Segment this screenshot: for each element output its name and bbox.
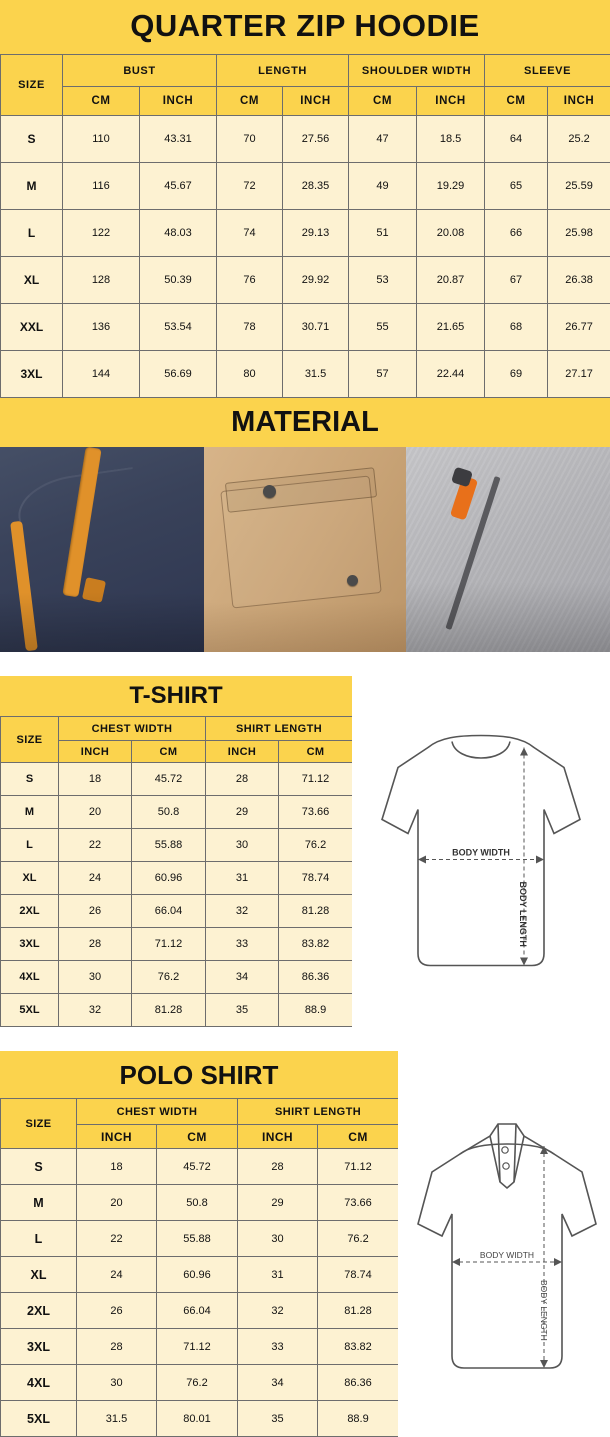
cell-size: XL xyxy=(1,862,59,895)
hoodie-header-row xyxy=(1,55,610,87)
cell-value: 73.66 xyxy=(318,1185,399,1221)
polo-header-shirt-length: SHIRT LENGTH xyxy=(238,1099,399,1125)
cell-value: 22 xyxy=(77,1221,157,1257)
cell-value: 78.74 xyxy=(279,862,353,895)
cell-value: 83.82 xyxy=(318,1329,399,1365)
cell-size: 3XL xyxy=(1,351,63,398)
cell-size: 2XL xyxy=(1,895,59,928)
cell-value: 76.2 xyxy=(132,961,206,994)
hoodie-subheader-length-cm: CM xyxy=(217,87,283,116)
table-row xyxy=(1,163,610,210)
cell-value: 20.08 xyxy=(417,210,485,257)
cell-value: 50.39 xyxy=(140,257,217,304)
tshirt-section xyxy=(0,676,610,1027)
table-row xyxy=(1,257,610,304)
cell-size: XL xyxy=(1,1257,77,1293)
cell-value: 67 xyxy=(485,257,548,304)
tshirt-header-shirt-length: SHIRT LENGTH xyxy=(206,717,353,741)
hoodie-subheader-bust-inch: INCH xyxy=(140,87,217,116)
cell-value: 25.2 xyxy=(548,116,610,163)
cell-value: 31 xyxy=(238,1257,318,1293)
cell-value: 53.54 xyxy=(140,304,217,351)
table-row xyxy=(1,210,610,257)
cell-size: 4XL xyxy=(1,961,59,994)
polo-subheader-chest-inch: INCH xyxy=(77,1125,157,1149)
polo-title: POLO SHIRT xyxy=(0,1051,398,1098)
tshirt-subheader-chest-inch: INCH xyxy=(59,741,132,763)
cell-value: 51 xyxy=(349,210,417,257)
cell-size: 5XL xyxy=(1,1401,77,1437)
polo-size-table xyxy=(0,1098,399,1437)
table-row xyxy=(1,1401,399,1437)
tshirt-header-size: SIZE xyxy=(1,717,59,763)
cell-size: M xyxy=(1,163,63,210)
cell-value: 18 xyxy=(77,1149,157,1185)
cell-value: 31.5 xyxy=(283,351,349,398)
material-title: MATERIAL xyxy=(0,400,610,447)
cell-size: M xyxy=(1,796,59,829)
hoodie-subheader-shoulder-cm: CM xyxy=(349,87,417,116)
table-row xyxy=(1,928,353,961)
table-row xyxy=(1,961,353,994)
cell-value: 64 xyxy=(485,116,548,163)
tshirt-subheader-length-cm: CM xyxy=(279,741,353,763)
cell-value: 80 xyxy=(217,351,283,398)
cell-value: 48.03 xyxy=(140,210,217,257)
cell-value: 55 xyxy=(349,304,417,351)
hoodie-header-length: LENGTH xyxy=(217,55,349,87)
cell-value: 49 xyxy=(349,163,417,210)
cell-value: 55.88 xyxy=(132,829,206,862)
hoodie-subheader-row xyxy=(1,87,610,116)
cell-value: 31 xyxy=(206,862,279,895)
cell-value: 76.2 xyxy=(279,829,353,862)
cell-value: 25.59 xyxy=(548,163,610,210)
cell-value: 50.8 xyxy=(132,796,206,829)
section-spacer xyxy=(0,652,610,676)
cell-value: 122 xyxy=(63,210,140,257)
cell-value: 68 xyxy=(485,304,548,351)
cell-value: 47 xyxy=(349,116,417,163)
cell-value: 71.12 xyxy=(279,763,353,796)
cell-value: 20.87 xyxy=(417,257,485,304)
cell-value: 70 xyxy=(217,116,283,163)
cell-value: 43.31 xyxy=(140,116,217,163)
table-row xyxy=(1,116,610,163)
tshirt-subheader-chest-cm: CM xyxy=(132,741,206,763)
cell-value: 72 xyxy=(217,163,283,210)
cell-value: 24 xyxy=(59,862,132,895)
cell-value: 71.12 xyxy=(157,1329,238,1365)
polo-subheader-chest-cm: CM xyxy=(157,1125,238,1149)
polo-body-width-label: BODY WIDTH xyxy=(480,1250,534,1260)
table-row xyxy=(1,1365,399,1401)
hoodie-subheader-length-inch: INCH xyxy=(283,87,349,116)
polo-body-length-label: BODY LENGTH xyxy=(539,1280,549,1341)
cell-value: 18.5 xyxy=(417,116,485,163)
tshirt-diagram-panel xyxy=(352,676,610,1027)
cell-size: 2XL xyxy=(1,1293,77,1329)
cell-value: 116 xyxy=(63,163,140,210)
hoodie-header-sleeve: SLEEVE xyxy=(485,55,610,87)
cell-value: 66.04 xyxy=(132,895,206,928)
polo-header-chest-width: CHEST WIDTH xyxy=(77,1099,238,1125)
cell-value: 26 xyxy=(59,895,132,928)
cell-value: 83.82 xyxy=(279,928,353,961)
cell-value: 29 xyxy=(206,796,279,829)
polo-table-panel xyxy=(0,1051,398,1437)
cell-value: 32 xyxy=(238,1293,318,1329)
cell-value: 35 xyxy=(238,1401,318,1437)
cell-value: 66.04 xyxy=(157,1293,238,1329)
cell-value: 86.36 xyxy=(279,961,353,994)
cell-value: 25.98 xyxy=(548,210,610,257)
cell-value: 71.12 xyxy=(318,1149,399,1185)
cell-size: L xyxy=(1,829,59,862)
cell-value: 27.17 xyxy=(548,351,610,398)
cell-value: 66 xyxy=(485,210,548,257)
table-row xyxy=(1,994,353,1027)
cell-size: S xyxy=(1,763,59,796)
table-row xyxy=(1,1149,399,1185)
cell-value: 76 xyxy=(217,257,283,304)
cell-value: 26.38 xyxy=(548,257,610,304)
cell-value: 20 xyxy=(77,1185,157,1221)
table-row xyxy=(1,351,610,398)
cell-value: 73.66 xyxy=(279,796,353,829)
hoodie-subheader-sleeve-cm: CM xyxy=(485,87,548,116)
table-row xyxy=(1,1257,399,1293)
table-row xyxy=(1,1293,399,1329)
cell-value: 110 xyxy=(63,116,140,163)
cell-value: 30 xyxy=(77,1365,157,1401)
cell-size: L xyxy=(1,1221,77,1257)
cell-value: 34 xyxy=(238,1365,318,1401)
cell-value: 128 xyxy=(63,257,140,304)
cell-value: 33 xyxy=(238,1329,318,1365)
table-row xyxy=(1,895,353,928)
cell-value: 27.56 xyxy=(283,116,349,163)
cell-value: 65 xyxy=(485,163,548,210)
section-spacer-2 xyxy=(0,1027,610,1051)
hoodie-size-table xyxy=(0,54,610,398)
polo-subheader-length-inch: INCH xyxy=(238,1125,318,1149)
cell-size: L xyxy=(1,210,63,257)
cell-value: 29 xyxy=(238,1185,318,1221)
cell-value: 26.77 xyxy=(548,304,610,351)
cell-value: 28 xyxy=(59,928,132,961)
hoodie-header-shoulder-width: SHOULDER WIDTH xyxy=(349,55,485,87)
cell-value: 86.36 xyxy=(318,1365,399,1401)
cell-value: 56.69 xyxy=(140,351,217,398)
cell-value: 32 xyxy=(59,994,132,1027)
table-row xyxy=(1,796,353,829)
cell-size: M xyxy=(1,1185,77,1221)
cell-value: 88.9 xyxy=(318,1401,399,1437)
cell-value: 69 xyxy=(485,351,548,398)
cell-value: 45.67 xyxy=(140,163,217,210)
cell-size: 3XL xyxy=(1,928,59,961)
cell-value: 136 xyxy=(63,304,140,351)
polo-section xyxy=(0,1051,610,1437)
cell-value: 29.13 xyxy=(283,210,349,257)
tshirt-body-length-label: BODY LENGTH xyxy=(518,882,528,947)
cell-value: 18 xyxy=(59,763,132,796)
tshirt-measurement-diagram xyxy=(352,676,610,1027)
cell-size: S xyxy=(1,116,63,163)
cell-value: 50.8 xyxy=(157,1185,238,1221)
tshirt-title: T-SHIRT xyxy=(0,676,352,716)
table-row xyxy=(1,862,353,895)
cell-value: 32 xyxy=(206,895,279,928)
tshirt-header-chest-width: CHEST WIDTH xyxy=(59,717,206,741)
table-row xyxy=(1,1329,399,1365)
cell-value: 24 xyxy=(77,1257,157,1293)
cell-value: 30.71 xyxy=(283,304,349,351)
cell-value: 55.88 xyxy=(157,1221,238,1257)
cell-value: 81.28 xyxy=(132,994,206,1027)
cell-value: 74 xyxy=(217,210,283,257)
cell-value: 81.28 xyxy=(279,895,353,928)
polo-subheader-length-cm: CM xyxy=(318,1125,399,1149)
cell-size: 4XL xyxy=(1,1365,77,1401)
tshirt-size-table xyxy=(0,716,353,1027)
grey-fabric-zipper-photo xyxy=(406,447,610,652)
cell-value: 76.2 xyxy=(157,1365,238,1401)
cell-value: 78.74 xyxy=(318,1257,399,1293)
cell-value: 22 xyxy=(59,829,132,862)
hoodie-subheader-bust-cm: CM xyxy=(63,87,140,116)
table-row xyxy=(1,304,610,351)
cell-value: 20 xyxy=(59,796,132,829)
cell-value: 26 xyxy=(77,1293,157,1329)
cell-value: 30 xyxy=(238,1221,318,1257)
cell-value: 57 xyxy=(349,351,417,398)
polo-diagram-panel xyxy=(398,1051,610,1437)
cell-size: S xyxy=(1,1149,77,1185)
table-row xyxy=(1,763,353,796)
cell-value: 19.29 xyxy=(417,163,485,210)
cell-value: 30 xyxy=(59,961,132,994)
cell-value: 22.44 xyxy=(417,351,485,398)
cell-size: 3XL xyxy=(1,1329,77,1365)
hoodie-subheader-sleeve-inch: INCH xyxy=(548,87,610,116)
cell-value: 60.96 xyxy=(132,862,206,895)
cell-value: 45.72 xyxy=(157,1149,238,1185)
tshirt-subheader-length-inch: INCH xyxy=(206,741,279,763)
table-row xyxy=(1,1185,399,1221)
hoodie-section xyxy=(0,0,610,400)
cell-value: 78 xyxy=(217,304,283,351)
page-title: QUARTER ZIP HOODIE xyxy=(0,0,610,54)
cell-value: 28 xyxy=(206,763,279,796)
table-row xyxy=(1,1221,399,1257)
hoodie-header-size: SIZE xyxy=(1,55,63,116)
cell-value: 76.2 xyxy=(318,1221,399,1257)
hoodie-subheader-shoulder-inch: INCH xyxy=(417,87,485,116)
cell-value: 71.12 xyxy=(132,928,206,961)
tshirt-table-panel xyxy=(0,676,352,1027)
polo-measurement-diagram xyxy=(398,1051,610,1437)
cell-value: 144 xyxy=(63,351,140,398)
cell-value: 45.72 xyxy=(132,763,206,796)
cell-value: 28 xyxy=(238,1149,318,1185)
cell-value: 88.9 xyxy=(279,994,353,1027)
table-row xyxy=(1,829,353,862)
cell-value: 80.01 xyxy=(157,1401,238,1437)
cell-value: 34 xyxy=(206,961,279,994)
cell-size: XXL xyxy=(1,304,63,351)
cell-value: 81.28 xyxy=(318,1293,399,1329)
tshirt-body-width-label: BODY WIDTH xyxy=(452,848,510,858)
polo-header-row xyxy=(1,1099,399,1125)
material-photo-strip xyxy=(0,447,610,652)
cell-value: 30 xyxy=(206,829,279,862)
hoodie-header-bust: BUST xyxy=(63,55,217,87)
cell-value: 35 xyxy=(206,994,279,1027)
cell-value: 60.96 xyxy=(157,1257,238,1293)
polo-header-size: SIZE xyxy=(1,1099,77,1149)
cell-value: 28.35 xyxy=(283,163,349,210)
cell-value: 53 xyxy=(349,257,417,304)
cell-value: 21.65 xyxy=(417,304,485,351)
navy-hoodie-drawstring-photo xyxy=(0,447,204,652)
cell-value: 31.5 xyxy=(77,1401,157,1437)
cell-value: 28 xyxy=(77,1329,157,1365)
tan-sleeve-pocket-photo xyxy=(204,447,406,652)
cell-size: 5XL xyxy=(1,994,59,1027)
cell-value: 29.92 xyxy=(283,257,349,304)
cell-value: 33 xyxy=(206,928,279,961)
cell-size: XL xyxy=(1,257,63,304)
tshirt-header-row xyxy=(1,717,353,741)
